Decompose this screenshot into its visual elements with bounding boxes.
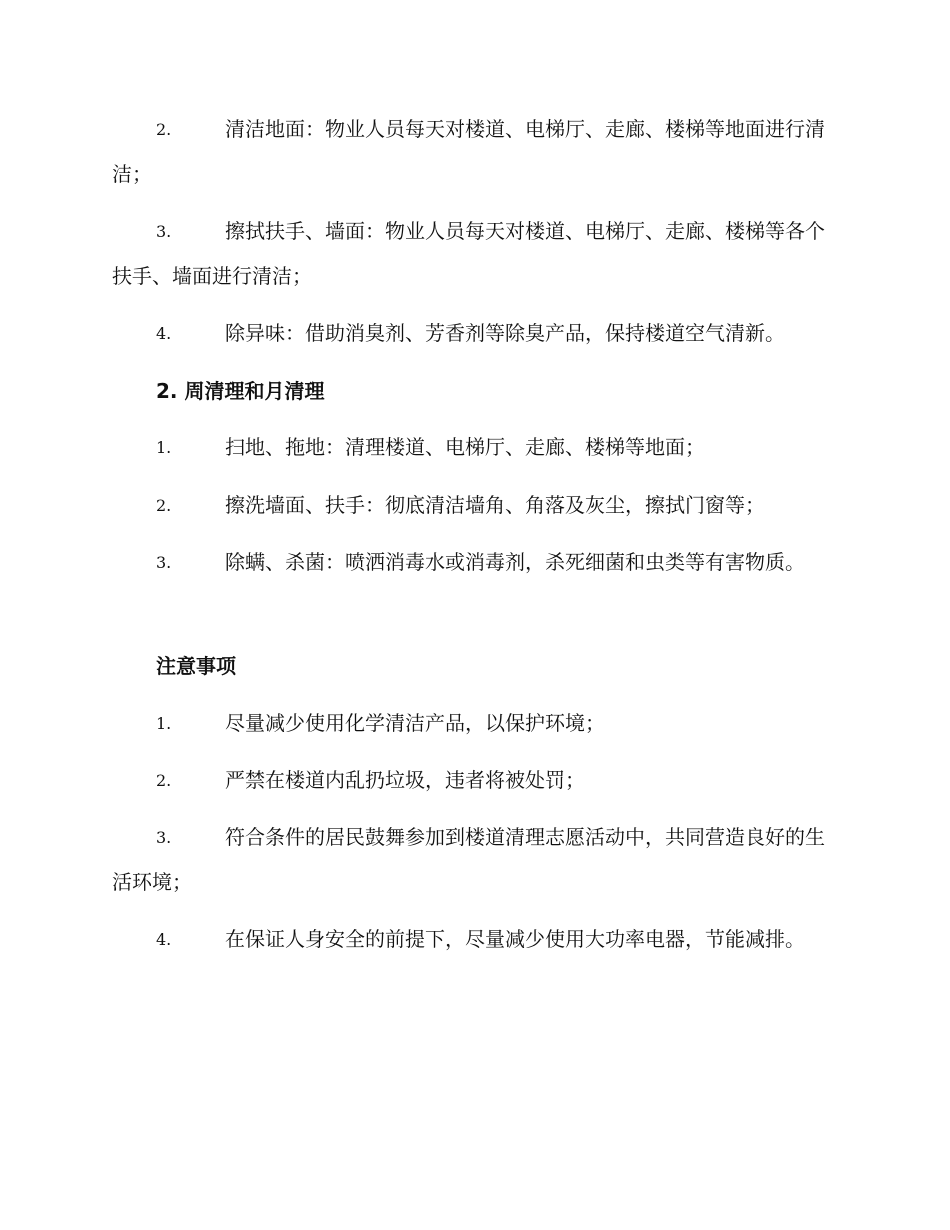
list-item xyxy=(112,540,834,585)
section-heading-notes: 注意事项 xyxy=(156,654,236,678)
list-item-text: 扫地、拖地：清理楼道、电梯厅、走廊、楼梯等地面； xyxy=(225,435,705,459)
list-item xyxy=(112,209,834,299)
list-item-text: 清洁地面：物业人员每天对楼道、电梯厅、走廊、楼梯等地面进行清洁； xyxy=(112,117,825,186)
list-item xyxy=(112,483,834,528)
list-item xyxy=(112,107,834,197)
list-item-text: 在保证人身安全的前提下，尽量减少使用大功率电器，节能减排。 xyxy=(225,927,805,951)
list-item-number: 2. xyxy=(156,496,172,515)
list-item-number: 3. xyxy=(156,222,172,241)
list-item-number: 4. xyxy=(156,324,172,343)
list-item xyxy=(112,815,834,905)
list-item xyxy=(112,701,834,746)
list-item-text: 尽量减少使用化学清洁产品，以保护环境； xyxy=(225,711,605,735)
list-item-text: 除螨、杀菌：喷洒消毒水或消毒剂，杀死细菌和虫类等有害物质。 xyxy=(225,550,805,574)
section-heading-weekly: 2. 周清理和月清理 xyxy=(156,379,325,403)
list-item xyxy=(112,917,834,962)
list-item-text: 擦洗墙面、扶手：彻底清洁墙角、角落及灰尘，擦拭门窗等； xyxy=(225,493,765,517)
list-item-text: 严禁在楼道内乱扔垃圾，违者将被处罚； xyxy=(225,768,585,792)
list-item-number: 3. xyxy=(156,553,172,572)
list-item-text: 除异味：借助消臭剂、芳香剂等除臭产品，保持楼道空气清新。 xyxy=(225,321,785,345)
list-item-number: 1. xyxy=(156,438,172,457)
list-item xyxy=(112,425,834,470)
list-item-number: 2. xyxy=(156,771,172,790)
list-item-number: 1. xyxy=(156,714,172,733)
list-item-text: 擦拭扶手、墙面：物业人员每天对楼道、电梯厅、走廊、楼梯等各个扶手、墙面进行清洁； xyxy=(112,219,825,288)
list-item xyxy=(112,311,834,356)
list-item-text: 符合条件的居民鼓舞参加到楼道清理志愿活动中，共同营造良好的生活环境； xyxy=(112,825,825,894)
list-item xyxy=(112,758,834,803)
list-item-number: 2. xyxy=(156,120,172,139)
list-item-number: 4. xyxy=(156,930,172,949)
list-item-number: 3. xyxy=(156,828,172,847)
